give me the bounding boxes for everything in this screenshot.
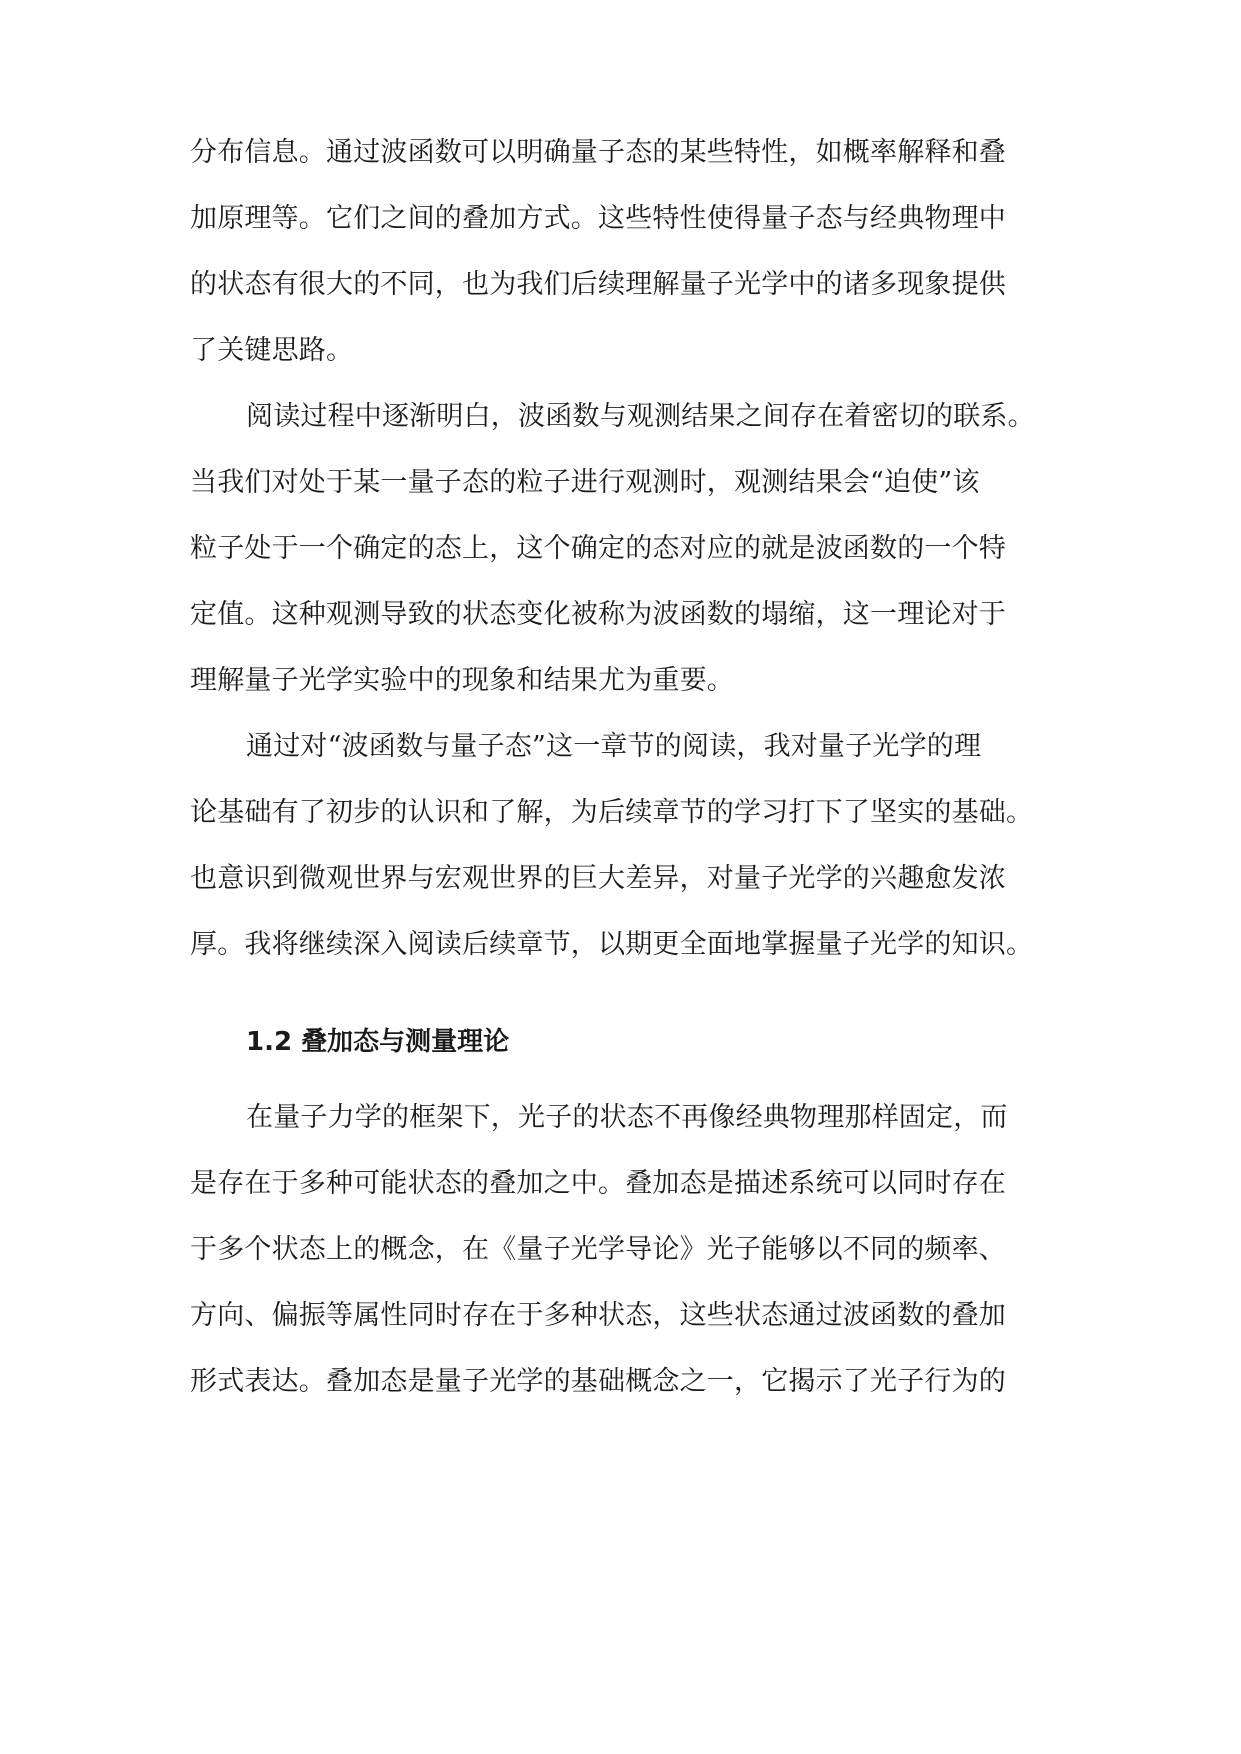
text-line: 粒子处于一个确定的态上，这个确定的态对应的就是波函数的一个特 <box>190 533 1006 564</box>
text-line: 定值。这种观测导致的状态变化被称为波函数的塌缩，这一理论对于 <box>190 599 1006 630</box>
text-line: 当我们对处于某一量子态的粒子进行观测时，观测结果会“迫使”该 <box>190 467 980 498</box>
text-line: 分布信息。通过波函数可以明确量子态的某些特性，如概率解释和叠 <box>190 137 1006 168</box>
text-line: 论基础有了初步的认识和了解，为后续章节的学习打下了坚实的基础。 <box>190 797 1034 828</box>
text-line: 加原理等。它们之间的叠加方式。这些特性使得量子态与经典物理中 <box>190 203 1006 234</box>
text-line: 通过对“波函数与量子态”这一章节的阅读，我对量子光学的理 <box>246 731 982 762</box>
text-line: 也意识到微观世界与宏观世界的巨大差异，对量子光学的兴趣愈发浓 <box>190 863 1006 894</box>
text-line: 在量子力学的框架下，光子的状态不再像经典物理那样固定，而 <box>246 1102 1008 1133</box>
text-line: 于多个状态上的概念，在《量子光学导论》光子能够以不同的频率、 <box>190 1234 1006 1265</box>
text-line: 阅读过程中逐渐明白，波函数与观测结果之间存在着密切的联系。 <box>246 401 1035 432</box>
text-line: 厚。我将继续深入阅读后续章节，以期更全面地掌握量子光学的知识。 <box>190 929 1034 960</box>
text-line: 是存在于多种可能状态的叠加之中。叠加态是描述系统可以同时存在 <box>190 1168 1006 1199</box>
text-line: 方向、偏振等属性同时存在于多种状态，这些状态通过波函数的叠加 <box>190 1300 1006 1331</box>
text-line: 的状态有很大的不同，也为我们后续理解量子光学中的诸多现象提供 <box>190 269 1006 300</box>
text-line: 理解量子光学实验中的现象和结果尤为重要。 <box>190 665 734 696</box>
text-line: 形式表达。叠加态是量子光学的基础概念之一，它揭示了光子行为的 <box>190 1366 1006 1397</box>
text-line: 了关键思路。 <box>190 335 354 366</box>
section-heading: 1.2 叠加态与测量理论 <box>246 1027 510 1057</box>
